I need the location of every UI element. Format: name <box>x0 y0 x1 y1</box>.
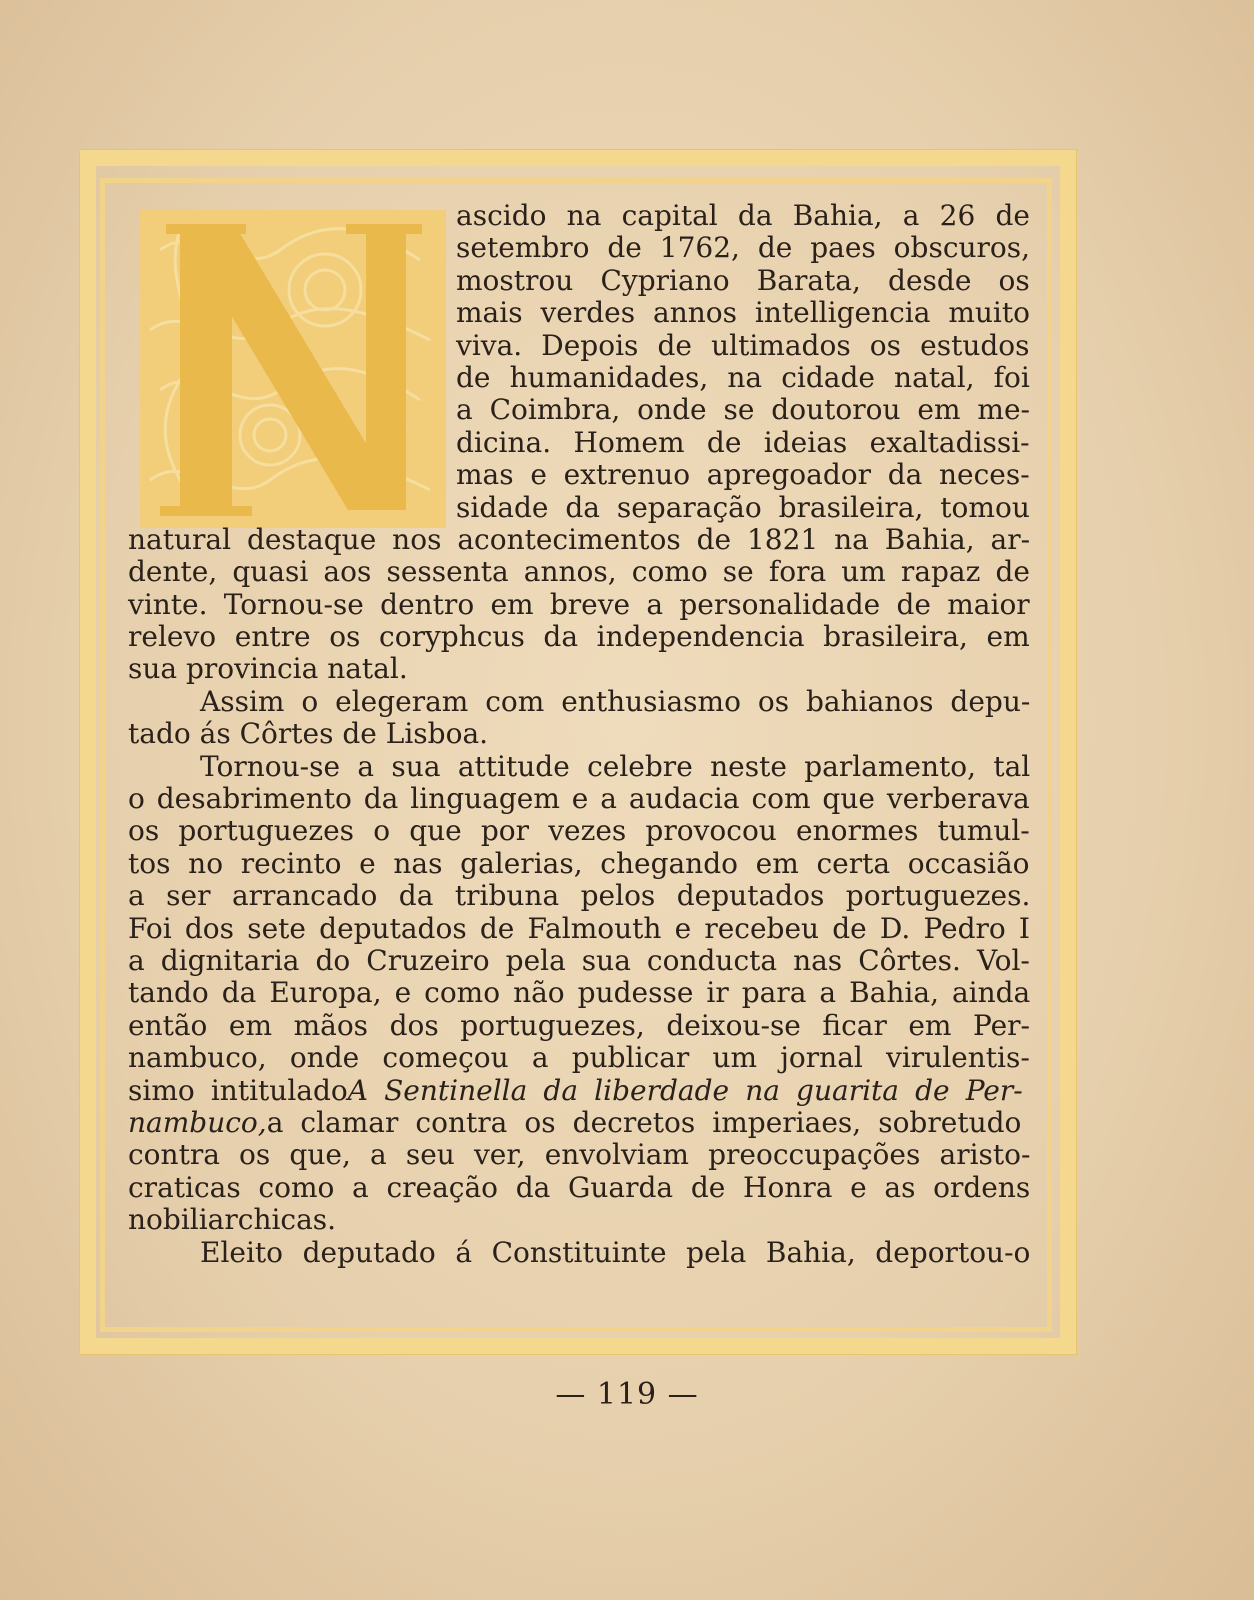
text-line <box>128 459 1030 491</box>
text-line <box>128 492 1030 524</box>
text-line-content: o desabrimento da linguagem e a audacia com que verberava <box>128 782 1030 816</box>
text-line <box>128 297 1030 329</box>
text-line-content <box>128 1107 1021 1139</box>
text-run: simo intitulado <box>128 1073 348 1107</box>
text-line <box>128 1139 1030 1171</box>
text-line <box>128 783 1030 815</box>
text-line <box>128 330 1030 362</box>
text-line <box>128 718 1030 750</box>
text-line <box>128 556 1030 588</box>
text-line <box>128 1172 1030 1204</box>
text-line <box>128 686 1030 718</box>
text-line-content: de humanidades, na cidade natal, foi <box>456 360 1030 394</box>
page-number: — 119 — <box>555 1377 699 1412</box>
text-line <box>128 232 1030 264</box>
text-line-content: contra os que, a seu ver, envolviam preoccupações aristo- <box>128 1138 1031 1172</box>
text-line-content: viva. Depois de ultimados os estudos <box>456 328 1030 362</box>
text-line <box>128 427 1030 459</box>
text-line <box>128 1237 1030 1269</box>
text-line-content: a Coimbra, onde se doutorou em me- <box>456 393 1031 427</box>
body-text <box>128 200 1030 1269</box>
text-line-content: mostrou Cypriano Barata, desde os <box>456 263 1030 297</box>
text-line <box>128 1042 1030 1074</box>
text-line-content: sidade da separação brasileira, tomou <box>456 490 1030 524</box>
text-line-content: ascido na capital da Bahia, a 26 de <box>456 199 1030 232</box>
text-line-content: natural destaque nos acontecimentos de 1821 na Bahia, ar- <box>128 522 1031 556</box>
text-line <box>128 1075 1030 1107</box>
text-line-content: vinte. Tornou-se dentro em breve a personalidade de maior <box>128 587 1030 621</box>
text-line-content: dente, quasi aos sessenta annos, como se fora um rapaz de <box>128 555 1030 589</box>
text-line <box>128 913 1030 945</box>
text-line-content <box>128 1075 1023 1107</box>
text-line <box>128 394 1030 426</box>
text-line-content: mas e extrenuo apregoador da neces- <box>456 458 1030 492</box>
text-run: a clamar contra os decretos imperiaes, sobretudo <box>266 1105 1022 1139</box>
text-line-content: tado ás Côrtes de Lisboa. <box>128 717 489 751</box>
text-line-content: craticas como a creação da Guarda de Honra e as ordens <box>128 1170 1031 1204</box>
text-line-content: Eleito deputado á Constituinte pela Bahia, deportou-o <box>200 1235 1031 1269</box>
text-line-content: nambuco, onde começou a publicar um jornal virulentis- <box>128 1041 1030 1075</box>
text-line <box>128 945 1030 977</box>
text-line-content: tos no recinto e nas galerias, chegando em certa occasião <box>128 846 1030 880</box>
text-line <box>128 815 1030 847</box>
text-line <box>128 751 1030 783</box>
text-line-content: relevo entre os coryphcus da independencia brasileira, em <box>128 620 1030 654</box>
text-line <box>128 1204 1030 1236</box>
text-line-content: Assim o elegeram com enthusiasmo os bahianos depu- <box>200 684 1031 718</box>
text-line <box>128 265 1030 297</box>
text-line <box>128 1010 1030 1042</box>
newspaper-title-italic: nambuco, <box>128 1105 267 1139</box>
text-line-content: a ser arrancado da tribuna pelos deputados portuguezes. <box>128 879 1031 913</box>
text-line-content: setembro de 1762, de paes obscuros, <box>456 231 1031 265</box>
text-line <box>128 200 1030 232</box>
text-line <box>128 848 1030 880</box>
text-line <box>128 1107 1030 1139</box>
text-line-content: tando da Europa, e como não pudesse ir para a Bahia, ainda <box>128 976 1031 1010</box>
text-line-content: os portuguezes o que por vezes provocou enormes tumul- <box>128 814 1030 848</box>
text-line-content: a dignitaria do Cruzeiro pela sua conducta nas Côrtes. Vol- <box>128 943 1030 977</box>
text-block <box>128 200 1030 1320</box>
text-line <box>128 524 1030 556</box>
text-line <box>128 977 1030 1009</box>
text-line <box>128 880 1030 912</box>
text-line-content: mais verdes annos intelligencia muito <box>456 296 1030 330</box>
text-line-content: dicina. Homem de ideias exaltadissi- <box>456 425 1030 459</box>
text-line-content: Foi dos sete deputados de Falmouth e recebeu de D. Pedro I <box>128 911 1030 945</box>
text-line-content: nobiliarchicas. <box>128 1203 337 1237</box>
text-line-content: então em mãos dos portuguezes, deixou-se ficar em Per- <box>128 1008 1031 1042</box>
newspaper-title-italic: A Sentinella da liberdade na guarita de Per- <box>347 1073 1023 1107</box>
text-line <box>128 621 1030 653</box>
text-line <box>128 362 1030 394</box>
text-line-content: sua provincia natal. <box>128 652 408 686</box>
text-line <box>128 653 1030 685</box>
drop-cap-letter: N <box>288 502 298 513</box>
text-line-content: Tornou-se a sua attitude celebre neste parlamento, tal <box>200 749 1031 783</box>
text-line <box>128 589 1030 621</box>
